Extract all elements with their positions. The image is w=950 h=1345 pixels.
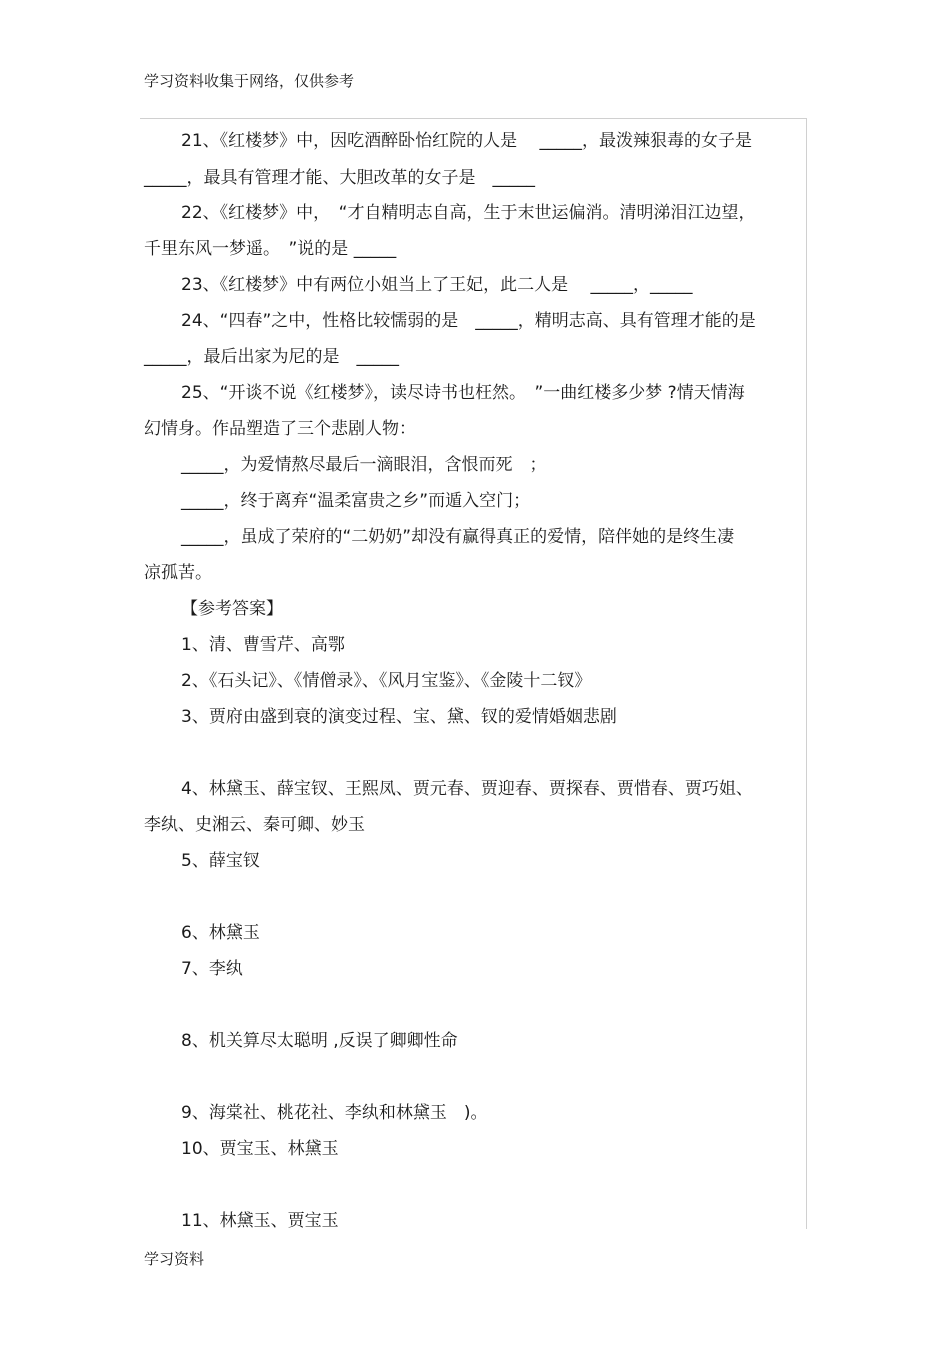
question-25-line-4: _____，终于离弃“温柔富贵之乡”而遁入空门；: [181, 491, 531, 511]
answer-6: 6、林黛玉: [181, 923, 260, 943]
question-22-line-2: 千里东风一梦遥。 ”说的是 _____: [144, 239, 397, 259]
question-25-line-5: _____，虽成了荣府的“二奶奶”却没有赢得真正的爱情，陪伴她的是终生凄: [181, 527, 735, 547]
question-25-line-3: _____，为爱情熬尽最后一滴眼泪，含恨而死 ；: [181, 455, 547, 475]
question-24-line-1: 24、“四春”之中，性格比较懦弱的是 _____，精明志高、具有管理才能的是: [181, 311, 756, 331]
question-21-line-2: _____，最具有管理才能、大胆改革的女子是 _____: [144, 168, 535, 188]
page-header: 学习资料收集于网络，仅供参考: [144, 72, 355, 90]
question-21-line-1: 21、《红楼梦》中，因吃酒醉卧怡红院的人是 _____，最泼辣狠毒的女子是: [181, 131, 753, 151]
answer-9: 9、海棠社、桃花社、李纨和林黛玉 )。: [181, 1103, 488, 1123]
answer-2: 2、《石头记》、《情僧录》、《风月宝鉴》、《金陵十二钗》: [181, 671, 592, 691]
question-22-line-1: 22、《红楼梦》中， “才自精明志自高，生于末世运偏消。清明涕泪江边望，: [181, 203, 756, 223]
page-footer: 学习资料: [144, 1250, 205, 1268]
answer-10: 10、贾宝玉、林黛玉: [181, 1139, 339, 1159]
question-24-line-2: _____，最后出家为尼的是 _____: [144, 347, 399, 367]
answer-7: 7、李纨: [181, 959, 243, 979]
question-23: 23、《红楼梦》中有两位小姐当上了王妃，此二人是 _____，_____: [181, 275, 693, 295]
answer-3: 3、贾府由盛到衰的演变过程、宝、黛、钗的爱情婚姻悲剧: [181, 707, 617, 727]
answer-4-line-1: 4、林黛玉、薛宝钗、王熙凤、贾元春、贾迎春、贾探春、贾惜春、贾巧姐、: [181, 779, 753, 799]
answer-1: 1、清、曹雪芹、高鄂: [181, 635, 345, 655]
answer-11: 11、林黛玉、贾宝玉: [181, 1211, 339, 1231]
answer-4-line-2: 李纨、史湘云、秦可卿、妙玉: [144, 815, 365, 835]
answers-title: 【参考答案】: [181, 599, 283, 619]
question-25-line-1: 25、“开谈不说《红楼梦》，读尽诗书也枉然。 ”一曲红楼多少梦 ?情天情海: [181, 383, 745, 403]
question-25-line-6: 凉孤苦。: [144, 563, 212, 583]
answer-5: 5、薛宝钗: [181, 851, 260, 871]
question-25-line-2: 幻情身。作品塑造了三个悲剧人物：: [144, 419, 416, 439]
answer-8: 8、机关算尽太聪明 ,反误了卿卿性命: [181, 1031, 458, 1051]
